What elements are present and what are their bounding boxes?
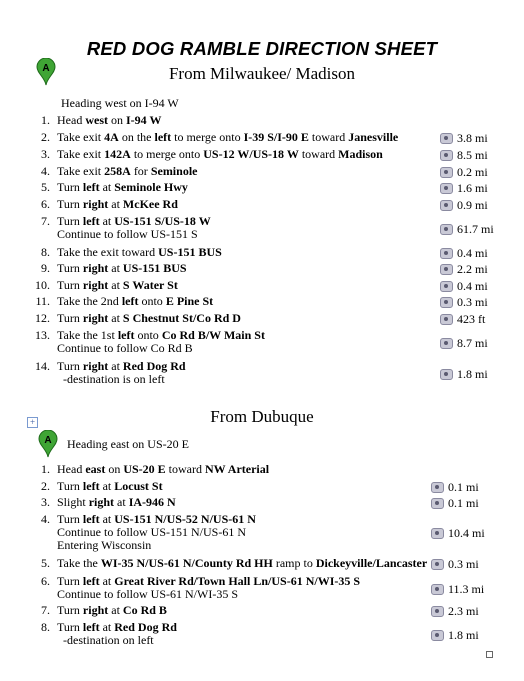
step-number: 7. bbox=[41, 214, 50, 228]
step-instruction: Head west on I-94 W bbox=[57, 113, 162, 127]
car-icon bbox=[431, 528, 444, 539]
step-distance bbox=[440, 148, 488, 163]
step-distance bbox=[440, 181, 488, 196]
car-icon bbox=[440, 338, 453, 349]
car-icon bbox=[440, 150, 453, 161]
car-icon bbox=[440, 264, 453, 275]
step-number: 4. bbox=[41, 512, 50, 526]
svg-text:A: A bbox=[42, 63, 50, 74]
distance-value: 0.4 mi bbox=[457, 246, 488, 260]
car-icon bbox=[440, 248, 453, 259]
step-instruction: Turn left at Red Dog Rd -destination on left bbox=[57, 620, 177, 647]
distance-value: 0.4 mi bbox=[457, 279, 488, 293]
map-pin-a-icon bbox=[38, 430, 58, 458]
step-number: 1. bbox=[41, 113, 50, 127]
step-instruction: Take exit 142A to merge onto US-12 W/US-18 W toward Madison bbox=[57, 147, 383, 161]
step-number: 5. bbox=[41, 556, 50, 570]
step-number: 3. bbox=[41, 495, 50, 509]
car-icon bbox=[431, 584, 444, 595]
step-instruction: Turn right at S Chestnut St/Co Rd D bbox=[57, 311, 241, 325]
step-distance bbox=[431, 604, 479, 619]
step-number: 7. bbox=[41, 603, 50, 617]
step-number: 3. bbox=[41, 147, 50, 161]
step-distance bbox=[431, 480, 479, 495]
step-number: 11. bbox=[35, 294, 50, 308]
car-icon bbox=[440, 281, 453, 292]
step-instruction: Turn left at Seminole Hwy bbox=[57, 180, 188, 194]
step-instruction: Take the 2nd left onto E Pine St bbox=[57, 294, 214, 308]
step-number: 10. bbox=[35, 278, 50, 292]
step-number: 8. bbox=[41, 620, 50, 634]
car-icon bbox=[431, 630, 444, 641]
step-number: 4. bbox=[41, 164, 50, 178]
section-heading-milwaukee: From Milwaukee/ Madison bbox=[168, 64, 356, 83]
page-title: RED DOG RAMBLE DIRECTION SHEET bbox=[86, 38, 438, 59]
distance-value: 1.6 mi bbox=[457, 181, 488, 195]
car-icon bbox=[431, 482, 444, 493]
step-number: 5. bbox=[41, 180, 50, 194]
step-instruction: Turn right at Co Rd B bbox=[57, 603, 167, 617]
table-move-handle-icon[interactable]: + bbox=[27, 417, 38, 428]
distance-value: 8.5 mi bbox=[457, 148, 488, 162]
distance-value: 0.1 mi bbox=[448, 496, 479, 510]
step-number: 9. bbox=[41, 261, 50, 275]
distance-value: 0.3 mi bbox=[448, 557, 479, 571]
distance-value: 2.3 mi bbox=[448, 604, 479, 618]
step-distance bbox=[440, 131, 488, 146]
start-note: Heading east on US-20 E bbox=[67, 437, 189, 451]
distance-value: 1.8 mi bbox=[448, 627, 479, 642]
step-instruction: Turn left at Locust St bbox=[57, 479, 163, 493]
step-number: 12. bbox=[35, 311, 50, 325]
step-distance bbox=[431, 582, 484, 597]
distance-value: 2.2 mi bbox=[457, 262, 488, 276]
step-instruction: Head east on US-20 E toward NW Arterial bbox=[57, 462, 270, 476]
step-distance bbox=[440, 222, 494, 237]
distance-value: 0.9 mi bbox=[457, 198, 488, 212]
step-number: 6. bbox=[41, 574, 50, 588]
step-instruction: Take the WI-35 N/US-61 N/County Rd HH ramp to Dickeyville/Lancaster bbox=[57, 556, 428, 570]
step-instruction: Take the exit toward US-151 BUS bbox=[57, 245, 222, 259]
step-distance bbox=[440, 367, 488, 382]
step-distance bbox=[440, 246, 488, 261]
step-distance bbox=[440, 165, 488, 180]
step-distance bbox=[431, 628, 479, 643]
distance-value: 10.4 mi bbox=[448, 526, 485, 540]
car-icon bbox=[431, 606, 444, 617]
step-instruction: Turn right at McKee Rd bbox=[57, 197, 178, 211]
step-instruction: Take exit 258A for Seminole bbox=[57, 164, 198, 178]
distance-value: 3.8 mi bbox=[457, 131, 488, 145]
start-note: Heading west on I-94 W bbox=[61, 96, 179, 110]
car-icon bbox=[440, 369, 453, 380]
car-icon bbox=[440, 224, 453, 235]
step-instruction: Slight right at IA-946 N bbox=[57, 495, 176, 509]
car-icon bbox=[440, 183, 453, 194]
car-icon bbox=[440, 297, 453, 308]
step-instruction: Turn right at Red Dog Rd -destination is on left bbox=[57, 359, 186, 386]
step-distance bbox=[440, 312, 485, 327]
distance-value: 11.3 mi bbox=[448, 581, 485, 596]
car-icon bbox=[431, 498, 444, 509]
step-distance bbox=[440, 279, 488, 294]
step-number: 1. bbox=[41, 462, 50, 476]
section-heading-dubuque: From Dubuque bbox=[210, 407, 314, 426]
step-number: 6. bbox=[41, 197, 50, 211]
end-marker bbox=[486, 651, 493, 658]
step-distance bbox=[440, 198, 488, 213]
distance-value: 0.2 mi bbox=[457, 165, 488, 179]
step-number: 2. bbox=[41, 130, 50, 144]
step-instruction: Turn left at Great River Rd/Town Hall Ln/US-61 N/WI-35 S Continue to follow US-61 N/WI-35 S bbox=[57, 574, 361, 601]
distance-value: 0.1 mi bbox=[448, 480, 479, 494]
distance-value: 0.3 mi bbox=[457, 295, 488, 309]
step-instruction: Turn right at S Water St bbox=[57, 278, 178, 292]
step-instruction: Turn left at US-151 N/US-52 N/US-61 N Continue to follow US-151 N/US-61 N Entering Wisconsin bbox=[57, 512, 256, 552]
car-icon bbox=[440, 200, 453, 211]
step-distance bbox=[440, 336, 488, 351]
distance-value: 423 ft bbox=[457, 312, 486, 326]
step-number: 14. bbox=[35, 359, 50, 373]
car-icon bbox=[440, 133, 453, 144]
distance-value: 61.7 mi bbox=[457, 221, 494, 236]
step-distance bbox=[440, 262, 488, 277]
car-icon bbox=[431, 559, 444, 570]
car-icon bbox=[440, 167, 453, 178]
step-number: 8. bbox=[41, 245, 50, 259]
step-number: 2. bbox=[41, 479, 50, 493]
distance-value: 8.7 mi bbox=[457, 335, 488, 350]
step-instruction: Take exit 4A on the left to merge onto I-39 S/I-90 E toward Janesville bbox=[57, 130, 399, 144]
step-instruction: Take the 1st left onto Co Rd B/W Main St Continue to follow Co Rd B bbox=[57, 328, 265, 355]
step-distance bbox=[431, 526, 485, 541]
step-instruction: Turn left at US-151 S/US-18 W Continue to follow US-151 S bbox=[57, 214, 211, 241]
distance-value: 1.8 mi bbox=[457, 366, 488, 381]
svg-text:A: A bbox=[44, 435, 52, 446]
car-icon bbox=[440, 314, 453, 325]
step-distance bbox=[431, 496, 479, 511]
step-distance bbox=[431, 557, 479, 572]
step-instruction: Turn right at US-151 BUS bbox=[57, 261, 187, 275]
step-distance bbox=[440, 295, 488, 310]
step-number: 13. bbox=[35, 328, 50, 342]
